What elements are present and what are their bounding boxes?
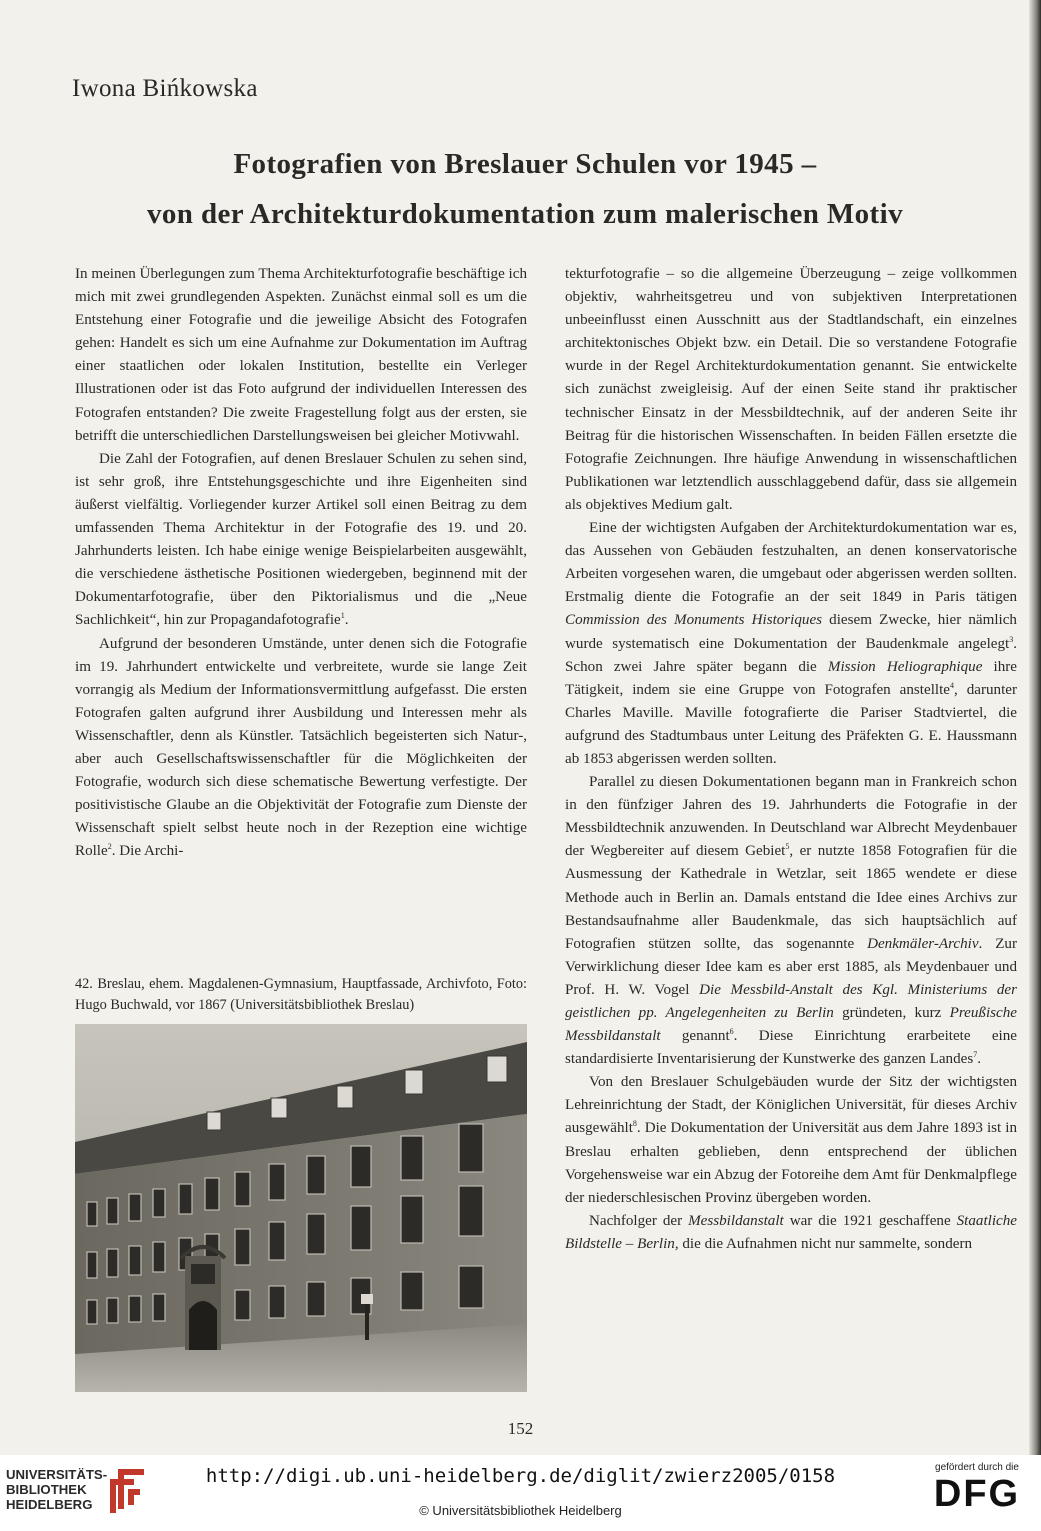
paragraph: Parallel zu diesen Dokumentationen begann man in Frankreich schon in den fünfziger Jahren des 19. Jahrhunderts die Fotografie in der Messbildtechnik anzuwenden. In Deutschland war Albrecht Meydenbauer der Wegbereiter auf diesem Gebiet$^5$, er nutzte 1858 Fotografien für die Ausmessung der Kathedrale in Wetzlar, seit 1865 wendete er diese Methode auch in Berlin an. Damals entstand die Idee eines Archivs zur Bestandsaufnahme aller Baudenkmale, das sich hauptsächlich auf Fotografien stützen sollte, das sogenannte Denkmäler-Archiv. Zur Verwirklichung dieser Idee kam es aber erst 1885, als Meydenbauer und Prof. H. W. Vogel Die Messbild-Anstalt des Kgl. Ministeriums der geistlichen pp. Angelegenheiten zu Berlin gründeten, kurz Preußische Messbildanstalt genannt$^6$. Diese Einrichtung erarbeitete eine standardisierte Inventarisierung der Kunstwerke des ganzen Landes$^7$. [565, 774, 1017, 1068]
paragraph: tekturfotografie – so die allgemeine Überzeugung – zeige vollkommen objektiv, wahrheitsgetreu und von subjektiven Interpretationen unbeeinflusst einen Ausschnitt aus der Stadtlandschaft, ein einzelnes architektonisches Objekt bzw. ein Detail. Die so verstandene Fotografie wurde in der Regel Architekturdokumentation genannt. Sie entwickelte sich zunächst zweigleisig. Auf der einen Seite stand ihr praktischer technischer Einsatz in der Messbildtechnik, auf der anderen Seite ihr Beitrag für die historischen Wissenschaften. In beiden Fällen ersetzte die Fotografie Zeichnungen. Ihre häufige Anwendung in wissenschaftlichen Publikationen war letztendlich ausschlaggebend dafür, dass sie allgemein als objektives Medium galt. [565, 266, 1017, 513]
library-name: UNIVERSITÄTS- BIBLIOTHEK HEIDELBERG [6, 1467, 108, 1512]
paragraph: Die Zahl der Fotografien, auf denen Breslauer Schulen zu sehen sind, ist sehr groß, ihre Entstehungsgeschichte und ihre Eigenheiten sind äußerst vielfältig. Vorliegender kurzer Artikel soll einen Beitrag zu dem umfassenden Thema Architektur in der Fotografie des 19. und 20. Jahrhunderts leisten. Ich habe einige wenige Beispielarbeiten ausgewählt, die verschiedene ästhetische Positionen wiedergeben, beginnend mit der Dokumentarfotografie, über den Piktorialismus und die „Neue Sachlichkeit“, hin zur Propagandafotografie$^1$. [75, 450, 527, 629]
document-url-link[interactable]: http://digi.ub.uni-heidelberg.de/diglit/zwierz2005/0158 [205, 1465, 836, 1487]
building-photograph [75, 1024, 527, 1392]
footnote-ref[interactable]: 3 [1009, 634, 1014, 644]
left-text-column [75, 263, 527, 863]
paragraph: Nachfolger der Messbildanstalt war die 1921 geschaffene Staatliche Bildstelle – Berlin, die die Aufnahmen nicht nur sammelte, sondern [565, 1212, 1017, 1252]
footnote-ref[interactable]: 4 [949, 680, 954, 690]
footnote-ref[interactable]: 7 [973, 1050, 978, 1060]
funder-name: DFG [933, 1473, 1021, 1515]
paragraph: In meinen Überlegungen zum Thema Architekturfotografie beschäftige ich mich mit zwei grundlegenden Aspekten. Zunächst einmal soll es um die Entstehung einer Fotografie und die jeweilige Absicht des Fotografen gehen: Handelt es sich um eine Aufnahme zur Dokumentation im Auftrag einer staatlichen oder lokalen Institution, bestellte ein Verleger Illustrationen oder ist das Foto aufgrund der individuellen Interessen des Fotografen entstanden? Die zweite Fragestellung folgt aus der ersten, sie betrifft die unterschiedlichen Darstellungsweisen bei gleicher Motivwahl. [75, 266, 527, 444]
footnote-ref[interactable]: 5 [785, 842, 790, 852]
footnote-ref[interactable]: 6 [729, 1027, 734, 1037]
copyright-notice: © Universitätsbibliothek Heidelberg [419, 1503, 622, 1518]
page-edge-shadow [1029, 0, 1041, 1455]
footnote-ref[interactable]: 8 [632, 1119, 637, 1129]
article-title-line-2: von der Architekturdokumentation zum malerischen Motiv [147, 198, 903, 230]
right-text-column [565, 263, 1017, 1256]
article-title-line-1: Fotografien von Breslauer Schulen vor 1945 – [233, 148, 817, 180]
footnote-ref[interactable]: 1 [340, 611, 345, 621]
paragraph: Von den Breslauer Schulgebäuden wurde der Sitz der wichtigsten Lehreinrichtung der Stadt, der Königlichen Universität, für dieses Archiv ausgewählt$^8$. Die Dokumentation der Universität aus dem Jahre 1893 ist in Breslau erhalten geblieben, denn entsprechend der üblichen Vorgehensweise war ein Abzug der Fotoreihe dem Amt für Denkmalpflege der niederschlesischen Provinz übergeben worden. [565, 1074, 1017, 1206]
paragraph: Aufgrund der besonderen Umstände, unter denen sich die Fotografie im 19. Jahrhundert entwickelte und verbreitete, wurde sie lange Zeit vorrangig als Medium der Informationsvermittlung aufgefasst. Die ersten Fotografen galten aufgrund ihrer Ausbildung und Interessen mehr als Wissenschaftler, denn als Künstler. Tatsächlich begeisterten sich Natur-, aber auch Gesellschaftswissenschaftler für die Möglichkeiten der Fotografie, wodurch sich diese schematische Bewertung verfestigte. Der positivistische Glaube an die Objektivität der Fotografie zum Dienste der Wissenschaft spielt selbst heute noch in der Rezeption eine wichtige Rolle$^2$. Die Archi- [75, 635, 527, 860]
paragraph: Eine der wichtigsten Aufgaben der Architekturdokumentation war es, das Aussehen von Gebäuden festzuhalten, an denen konservatorische Arbeiten vorgesehen waren, die umgebaut oder abgerissen werden sollten. Erstmalig diente die Fotografie an der seit 1849 in Paris tätigen Commission des Monuments Historiques diesem Zwecke, hier nämlich wurde systematisch eine Dokumentation der Baudenkmale angelegt$^3$. Schon zwei Jahre später begann die Mission Heliographique ihre Tätigkeit, indem sie eine Gruppe von Fotografen anstellte$^4$, darunter Charles Maville. Maville fotografierte die Pariser Stadtviertel, die aufgrund des Stadtumbaus unter Leitung des Präfekten G. E. Haussmann ab 1853 abgerissen werden sollten. [565, 520, 1017, 767]
figure-caption: 42. Breslau, ehem. Magdalenen-Gymnasium, Hauptfassade, Archivfoto, Foto: Hugo Buchwald, vor 1867 (Universitätsbibliothek Breslau) [75, 976, 527, 1013]
footnote-ref[interactable]: 2 [107, 842, 112, 852]
page-number: 152 [507, 1419, 534, 1438]
dfg-logo[interactable] [927, 1462, 1027, 1526]
funder-label: gefördert durch die [935, 1462, 1019, 1473]
author-name: Iwona Bińkowska [72, 75, 258, 102]
